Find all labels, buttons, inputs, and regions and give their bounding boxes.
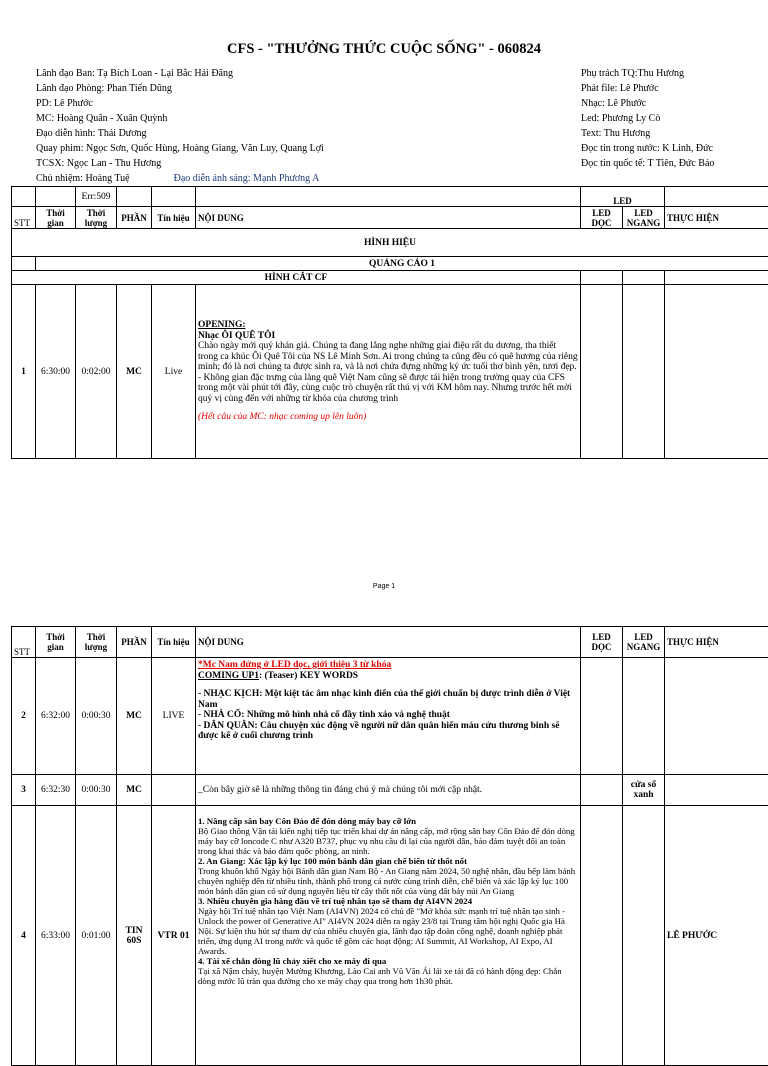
song-title: Nhạc ÔI QUÊ TÔI [198, 331, 578, 342]
header-row [12, 207, 768, 229]
header-performer: THỰC HIỆN [665, 627, 768, 658]
keyword-item: - NHÀ CỔ: Những mô hình nhà cổ đầy tinh xảo và nghệ thuật [198, 710, 578, 721]
crew-line: Text: Thu Hương [581, 126, 766, 141]
script-paragraph: Chào ngày mới quý khán giả. Chúng ta đang lắng nghe những giai điệu rất du dương, tha thiết trong ca khúc Ôi Quê Tôi của NS Lê Minh Sơn. Ai trong chúng ta cũng đều có quê hương của riêng mình; đó là nơi chúng ta được sinh ra, và là nơi chứa đựng những ký ức tuổi thơ bình yên, tươi đẹp. [198, 341, 578, 373]
rundown-table-page1 [11, 186, 768, 459]
document-title: CFS - "THƯỞNG THỨC CUỘC SỐNG" - 060824 [0, 41, 768, 58]
crew-line: Lãnh đạo Ban: Tạ Bích Loan - Lại Bắc Hải Đăng [36, 66, 576, 81]
crew-line: MC: Hoàng Quân - Xuân Quỳnh [36, 111, 576, 126]
header-time: Thời gian [36, 627, 76, 658]
header-part: PHẦN [117, 207, 152, 229]
crew-line: Đạo diễn hình: Thái Dương [36, 126, 576, 141]
crew-list-left [36, 66, 576, 186]
crew-line: Led: Phương Ly Cò [581, 111, 766, 126]
section-title: HÌNH HIỆU [12, 229, 768, 257]
row-stt: 1 [12, 285, 36, 459]
row-duration: 0:01:00 [76, 806, 117, 1066]
header-led-doc: LED DỌC [581, 207, 623, 229]
table-row [12, 775, 768, 806]
row-duration: 0:02:00 [76, 285, 117, 459]
section-title: HÌNH CẮT CF [12, 271, 581, 285]
news-heading: 3. Nhiều chuyên gia hàng đầu về trí tuệ nhân tạo sẽ tham dự AI4VN 2024 [198, 896, 578, 906]
header-led-ngang: LED NGANG [623, 627, 665, 658]
row-content: _Còn bây giờ sẽ là những thông tin đáng chú ý mà chúng tôi mới cập nhật. [196, 775, 581, 806]
table-row [12, 806, 768, 1066]
row-performer: LÊ PHƯỚC [665, 806, 768, 1066]
news-body: Bộ Giao thông Vận tải kiến nghị tiếp tục triển khai dự án nâng cấp, mở rộng sân bay Côn Đảo để đón dòng máy bay cỡ loncode C như A320 B737, phục vụ nhu cầu đi lại của người dân, bảo đảm tuyệt đối an toàn trong khai thác và bảo đảm quốc phòng, an ninh. [198, 826, 578, 856]
header-part: PHẦN [117, 627, 152, 658]
row-duration: 0:00:30 [76, 658, 117, 775]
header-signal: Tín hiệu [152, 627, 196, 658]
table-row [12, 285, 768, 459]
row-content [196, 658, 581, 775]
row-signal: LIVE [152, 658, 196, 775]
crew-line: Quay phim: Ngọc Sơn, Quốc Hùng, Hoàng Giang, Văn Luy, Quang Lợi [36, 141, 576, 156]
header-stt: STT [12, 207, 36, 229]
table-row [12, 658, 768, 775]
row-time: 6:30:00 [36, 285, 76, 459]
page-number: Page 1 [0, 583, 768, 590]
section-row [12, 257, 768, 271]
led-group-header: LED [581, 187, 665, 207]
row-time: 6:32:00 [36, 658, 76, 775]
crew-line: Phát file: Lê Phước [581, 81, 766, 96]
script-paragraph: - Không gian đặc trưng của làng quê Việt Nam cũng sẽ được tái hiện trong trường quay của CFS trong một vài phút tới đây, cùng cuộc trò chuyện rất thú vị với KM hôm nay. Nhưng trước hết mời quý vị cùng đến với những từ khóa của chương trình [198, 373, 578, 405]
lighting-director: Đạo diễn ánh sáng: Mạnh Phương A [174, 173, 320, 184]
header-row [12, 627, 768, 658]
crew-line: Phụ trách TQ:Thu Hương [581, 66, 766, 81]
header-content: NỘI DUNG [196, 627, 581, 658]
mc-cue-note: *Mc Nam đứng ở LED dọc, giới thiệu 3 từ khóa [198, 660, 578, 671]
mc-cue-note: (Hết câu của MC: nhạc coming up lên luôn) [198, 412, 578, 423]
row-part: MC [117, 285, 152, 459]
row-part: MC [117, 775, 152, 806]
row-part: TIN 60S [117, 806, 152, 1066]
news-heading: 2. An Giang: Xác lập kỷ lục 100 món bánh dân gian chế biến từ thốt nốt [198, 856, 578, 866]
crew-line: Đọc tin trong nước: K Linh, Đức [581, 141, 766, 156]
header-row-top [12, 187, 768, 207]
chu-nhiem: Chủ nhiệm: Hoàng Tuệ [36, 173, 130, 184]
keyword-item: - NHẠC KỊCH: Một kiệt tác âm nhạc kinh điển của thế giới chuẩn bị được trình diễn ở Việt Nam [198, 689, 578, 710]
row-content [196, 285, 581, 459]
section-row [12, 271, 768, 285]
row-part: MC [117, 658, 152, 775]
header-stt: STT [12, 627, 36, 658]
header-performer: THỰC HIỆN [665, 207, 768, 229]
crew-line: TCSX: Ngọc Lan - Thu Hương [36, 156, 576, 171]
news-body: Ngày hội Trí tuệ nhân tạo Việt Nam (AI4VN) 2024 có chủ đề "Mở khóa sức mạnh trí tuệ nhân tạo sinh - Unlock the power of Generative AI" AI4VN 2024 diễn ra ngày 23/8 tại Trung tâm hội nghị Quốc gia Hà Nội. Sự kiện thu hút sự tham dự của nhiều chuyên gia, lãnh đạo tập đoàn công nghệ, doanh nghiệp phát triển, ứng dụng AI trong nước và quốc tế gồm các hoạt động: AI Summit, AI Workshop, AI Expo, AI Awards. [198, 906, 578, 956]
row-duration: 0:00:30 [76, 775, 117, 806]
news-body: Trong khuôn khổ Ngày hội Bánh dân gian Nam Bộ - An Giang năm 2024, 50 nghệ nhân, đầu bếp làm bánh chuyên nghiệp đến từ nhiều tỉnh, thành phố trong cả nước cùng trình diễn, chế biến và xác lập kỷ lục 100 món bánh dân gian có sử dụng nguyên liệu từ cây thốt nốt của vùng đất bảy núi An Giang [198, 866, 578, 896]
news-heading: 1. Nâng cấp sân bay Côn Đảo để đón dòng máy bay cỡ lớn [198, 816, 578, 826]
row-signal: VTR 01 [152, 806, 196, 1066]
row-stt: 3 [12, 775, 36, 806]
section-title: QUẢNG CÁO 1 [36, 257, 768, 271]
header-signal: Tín hiệu [152, 207, 196, 229]
header-led-doc: LED DỌC [581, 627, 623, 658]
err-cell: Err:509 [76, 187, 117, 207]
row-signal: Live [152, 285, 196, 459]
opening-heading: OPENING: [198, 320, 578, 331]
row-time: 6:32:30 [36, 775, 76, 806]
crew-line: Nhạc: Lê Phước [581, 96, 766, 111]
coming-up-label: COMING UP1 [198, 671, 259, 681]
header-duration: Thời lượng [76, 207, 117, 229]
header-time: Thời gian [36, 207, 76, 229]
news-body: Tại xã Nậm chảy, huyện Mường Khương, Lào Cai anh Vũ Văn Ái lái xe tải đã có hành động đẹp: Chắn dòng nước lũ tràn qua đường cho xe máy chạy qua trong hơn 1h30 phút. [198, 966, 578, 986]
rundown-table-page2 [11, 626, 768, 1066]
row-content [196, 806, 581, 1066]
keyword-item: - DÂN QUÂN: Câu chuyện xúc động về người nữ dân quân hiến máu cứu thương binh sẽ được kể ở cuối chương trình [198, 721, 578, 742]
row-time: 6:33:00 [36, 806, 76, 1066]
row-stt: 4 [12, 806, 36, 1066]
crew-list-right [581, 66, 766, 171]
header-duration: Thời lượng [76, 627, 117, 658]
row-led-ngang: cửa sổ xanh [623, 775, 665, 806]
coming-up-rest: : (Teaser) KEY WORDS [259, 671, 358, 681]
header-led-ngang: LED NGANG [623, 207, 665, 229]
crew-line [36, 171, 576, 186]
crew-line: PD: Lê Phước [36, 96, 576, 111]
news-heading: 4. Tài xế chắn dòng lũ chảy xiết cho xe máy đi qua [198, 956, 578, 966]
section-row [12, 229, 768, 257]
header-content: NỘI DUNG [196, 207, 581, 229]
crew-line: Lãnh đạo Phòng: Phan Tiến Dũng [36, 81, 576, 96]
crew-line: Đọc tin quốc tế: T Tiên, Đức Bảo [581, 156, 766, 171]
row-stt: 2 [12, 658, 36, 775]
